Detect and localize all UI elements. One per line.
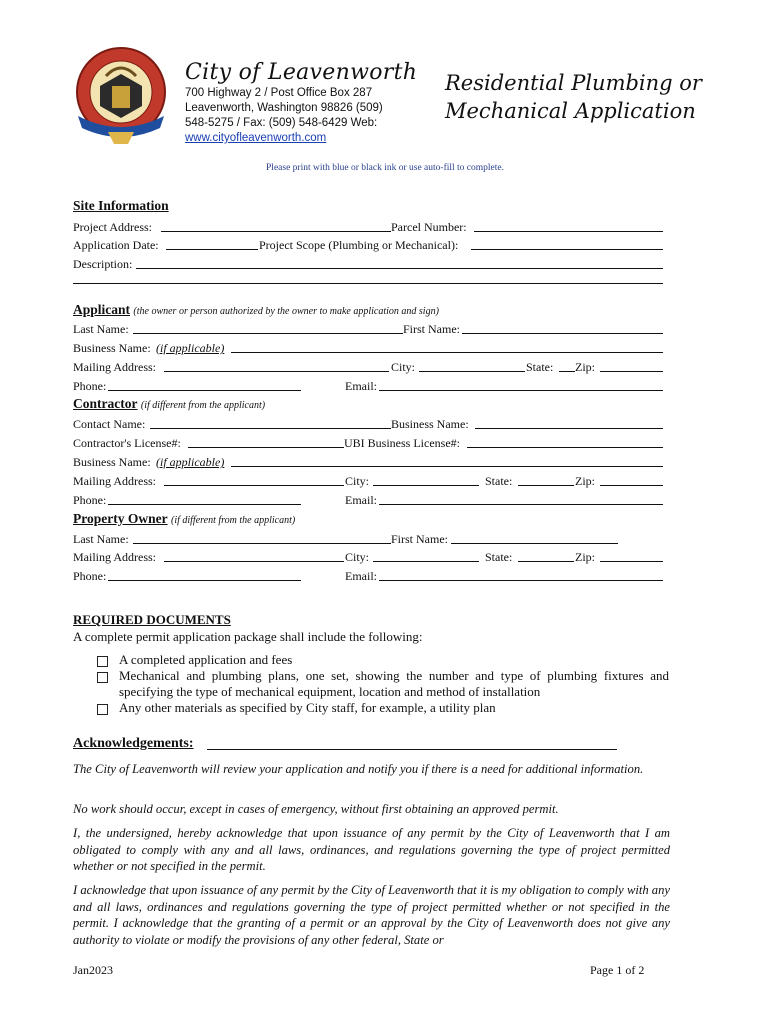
parcel-number-label: Parcel Number:	[391, 220, 467, 234]
print-instruction: Please print with blue or black ink or use auto-fill to complete.	[266, 163, 504, 173]
contractor-contact-label: Contact Name:	[73, 417, 146, 431]
contractor-business-note: (if applicable)	[156, 455, 225, 469]
description-field[interactable]	[136, 268, 663, 269]
contractor-business2-field[interactable]	[231, 466, 663, 467]
project-scope-label: Project Scope (Plumbing or Mechanical):	[259, 238, 459, 252]
parcel-number-field[interactable]	[474, 231, 663, 232]
applicant-zip-label: Zip:	[575, 360, 595, 374]
contractor-business2-label: Business Name:	[73, 455, 151, 469]
contractor-phone-field[interactable]	[108, 504, 301, 505]
ack-paragraph-1: The City of Leavenworth will review your application and notify you if there is a need for additional information.	[73, 762, 644, 776]
required-docs-intro: A complete permit application package shall include the following:	[73, 629, 423, 644]
site-row-1	[73, 219, 663, 235]
contractor-ubi-label: UBI Business License#:	[344, 436, 460, 450]
applicant-heading	[73, 302, 439, 318]
applicant-first-name-label: First Name:	[403, 322, 460, 336]
applicant-row-1	[73, 321, 663, 337]
description-field-line2[interactable]	[73, 283, 663, 284]
site-row-2	[73, 237, 663, 253]
applicant-note: (the owner or person authorized by the owner to make application and sign)	[133, 306, 439, 317]
form-title	[445, 69, 705, 125]
form-title-line1: Residential Plumbing or	[445, 71, 702, 95]
form-title-line2: Mechanical Application	[445, 99, 696, 123]
owner-row-2	[73, 549, 663, 565]
owner-phone-field[interactable]	[108, 580, 301, 581]
owner-zip-field[interactable]	[600, 561, 663, 562]
required-item-1-checkbox[interactable]	[97, 656, 108, 667]
project-address-field[interactable]	[161, 231, 391, 232]
ack-paragraph-3: I, the undersigned, hereby acknowledge that upon issuance of any permit by the City of Leavenworth that I am obligated to comply with any and all laws, ordinances, and regulations governing the type of project permitted whether or not specified in the permit.	[73, 826, 670, 873]
owner-state-field[interactable]	[518, 561, 574, 562]
owner-last-name-label: Last Name:	[73, 532, 129, 546]
application-date-field[interactable]	[166, 249, 258, 250]
owner-city-label: City:	[345, 550, 370, 564]
owner-row-3	[73, 568, 663, 584]
applicant-email-label: Email:	[345, 379, 377, 393]
applicant-row-2	[73, 340, 663, 356]
required-item-3: Any other materials as specified by City staff, for example, a utility plan	[119, 700, 496, 715]
contractor-note: (if different from the applicant)	[140, 400, 266, 411]
required-item-3-checkbox[interactable]	[97, 704, 108, 715]
owner-zip-label: Zip:	[575, 550, 595, 564]
project-scope-field[interactable]	[471, 249, 663, 250]
owner-phone-label: Phone:	[73, 569, 107, 583]
ack-title-line	[207, 749, 617, 750]
applicant-mailing-field[interactable]	[164, 371, 389, 372]
applicant-city-field[interactable]	[419, 371, 525, 372]
contractor-license-label: Contractor's License#:	[73, 436, 181, 450]
applicant-mailing-label: Mailing Address:	[73, 360, 156, 374]
contractor-business-label: Business Name:	[391, 417, 469, 431]
applicant-phone-label: Phone:	[73, 379, 107, 393]
owner-section-title: Property Owner	[73, 511, 168, 526]
required-item-2-checkbox[interactable]	[97, 672, 108, 683]
owner-mailing-field[interactable]	[164, 561, 344, 562]
applicant-last-name-label: Last Name:	[73, 322, 129, 336]
contractor-heading	[73, 396, 265, 412]
required-item-1: A completed application and fees	[119, 652, 293, 667]
owner-email-label: Email:	[345, 569, 377, 583]
contractor-phone-label: Phone:	[73, 493, 107, 507]
applicant-state-label: State:	[526, 360, 554, 374]
application-date-label: Application Date:	[73, 238, 159, 252]
contractor-zip-field[interactable]	[600, 485, 663, 486]
city-name: City of Leavenworth	[185, 60, 418, 85]
city-seal-logo	[70, 46, 172, 146]
contractor-state-label: State:	[485, 474, 513, 488]
owner-row-1	[73, 531, 663, 547]
applicant-section-title: Applicant	[73, 302, 131, 317]
footer-date: Jan2023	[73, 963, 113, 977]
contractor-email-label: Email:	[345, 493, 377, 507]
contractor-row-3	[73, 454, 663, 470]
ack-paragraph-2: No work should occur, except in cases of emergency, without first obtaining an approved permit.	[73, 802, 559, 816]
applicant-business-note: (if applicable)	[156, 341, 225, 355]
contractor-license-field[interactable]	[188, 447, 344, 448]
ack-paragraph-4: I acknowledge that upon issuance of any permit by the City of Leavenworth that it is my obligation to comply with any and all laws, ordinances and regulations governing the type of project permitted whether or not specified in the permit. I acknowledge that the granting of a permit or an approval by the City of Leavenworth does not give any authority to violate or modify the provisions of any other federal, State or	[73, 883, 670, 947]
applicant-row-3	[73, 359, 663, 375]
contractor-city-label: City:	[345, 474, 370, 488]
applicant-business-name-field[interactable]	[231, 352, 663, 353]
site-row-3	[73, 256, 663, 272]
applicant-phone-field[interactable]	[108, 390, 301, 391]
contractor-row-2	[73, 435, 663, 451]
owner-state-label: State:	[485, 550, 513, 564]
owner-first-name-label: First Name:	[391, 532, 448, 546]
city-address	[185, 86, 400, 146]
owner-last-name-field[interactable]	[133, 543, 391, 544]
owner-note: (if different from the applicant)	[170, 515, 296, 526]
contractor-ubi-field[interactable]	[467, 447, 663, 448]
owner-email-field[interactable]	[379, 580, 663, 581]
contractor-business-field[interactable]	[475, 428, 663, 429]
footer-page-number: Page 1 of 2	[590, 963, 645, 977]
description-label: Description:	[73, 257, 133, 271]
website-link[interactable]: www.cityofleavenworth.com	[185, 132, 327, 144]
applicant-business-name-label: Business Name:	[73, 341, 151, 355]
contractor-email-field[interactable]	[379, 504, 663, 505]
contractor-state-field[interactable]	[518, 485, 574, 486]
applicant-state-field[interactable]	[559, 371, 575, 372]
address-text: 700 Highway 2 / Post Office Box 287 Leavenworth, Washington 98826 (509) 548-5275 / Fax: (509) 548-6429 Web:	[185, 87, 383, 129]
ack-title: Acknowledgements:	[73, 736, 194, 751]
contractor-mailing-field[interactable]	[164, 485, 344, 486]
applicant-email-field[interactable]	[379, 390, 663, 391]
required-item-2: Mechanical and plumbing plans, one set, showing the number and type of plumbing fixtures and specifying the type of mechanical equipment, location and method of installation	[119, 668, 669, 699]
contractor-row-1	[73, 416, 663, 432]
applicant-zip-field[interactable]	[600, 371, 663, 372]
owner-mailing-label: Mailing Address:	[73, 550, 156, 564]
contractor-row-4	[73, 473, 663, 489]
site-section-title: Site Information	[73, 198, 169, 213]
contractor-city-field[interactable]	[373, 485, 479, 486]
contractor-section-title: Contractor	[73, 396, 138, 411]
applicant-first-name-field[interactable]	[462, 333, 663, 334]
applicant-city-label: City:	[391, 360, 416, 374]
contractor-row-5	[73, 492, 663, 508]
required-docs-title: REQUIRED DOCUMENTS	[73, 612, 231, 627]
project-address-label: Project Address:	[73, 220, 152, 234]
owner-first-name-field[interactable]	[451, 543, 618, 544]
contractor-mailing-label: Mailing Address:	[73, 474, 156, 488]
contractor-zip-label: Zip:	[575, 474, 595, 488]
owner-heading	[73, 511, 295, 527]
applicant-row-4	[73, 378, 663, 394]
contractor-contact-field[interactable]	[150, 428, 391, 429]
applicant-last-name-field[interactable]	[133, 333, 403, 334]
owner-city-field[interactable]	[373, 561, 479, 562]
